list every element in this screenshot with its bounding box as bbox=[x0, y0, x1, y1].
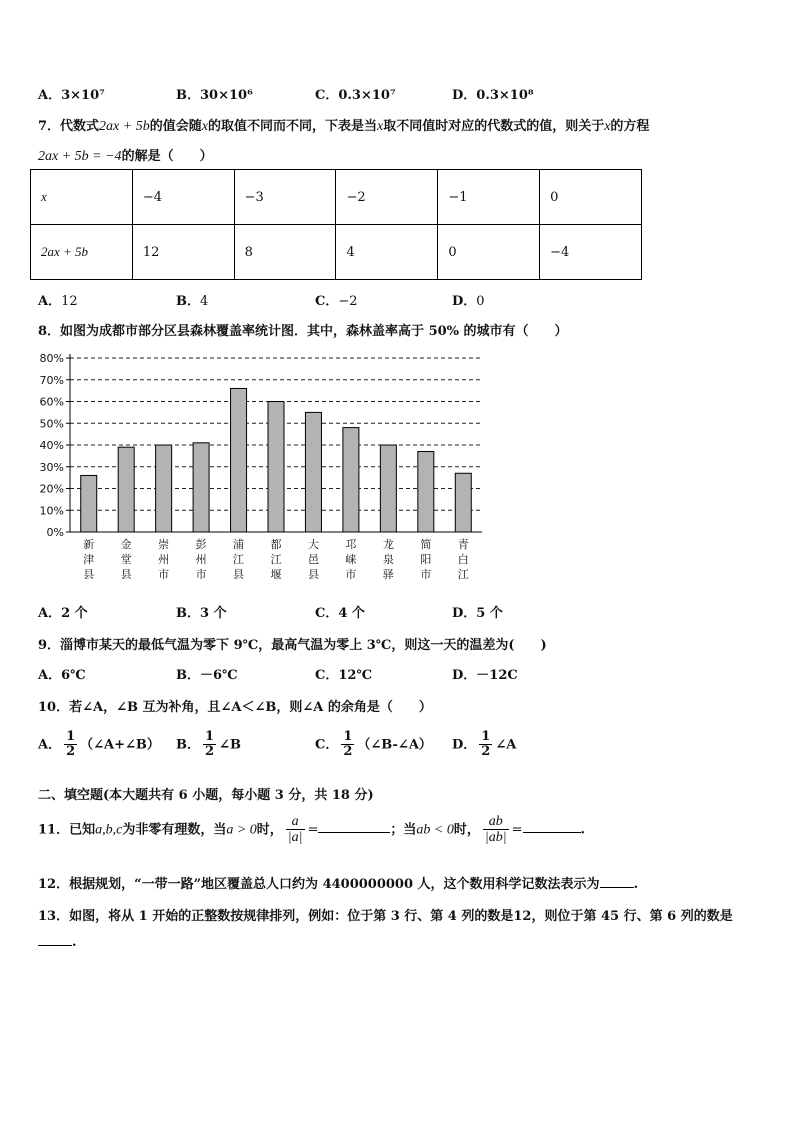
q13-question: 13．如图，将从 1 开始的正整数按规律排列，例如：位于第 3 行、第 4 列的数是12，则位于第 45 行、第 6 列的数是 bbox=[38, 909, 733, 924]
fraction-half: $\frac{1}{2}$ bbox=[343, 729, 353, 760]
q8-option-a: A．2 个 bbox=[38, 606, 88, 621]
bar bbox=[81, 475, 97, 532]
q6-option-b: B．30×10⁶ bbox=[176, 88, 253, 103]
table-cell: −4 bbox=[540, 225, 642, 280]
q7-option-c: C．−2 bbox=[315, 294, 358, 309]
q7-value-table bbox=[30, 169, 642, 280]
table-cell: 8 bbox=[234, 225, 336, 280]
section-heading: 二、填空题(本大题共有 6 小题，每小题 3 分，共 18 分) bbox=[38, 788, 374, 803]
bar bbox=[156, 445, 172, 532]
q7-option-d: D．0 bbox=[452, 294, 485, 309]
y-tick-label: 60% bbox=[39, 395, 64, 409]
table-row bbox=[31, 225, 642, 280]
y-tick-label: 30% bbox=[39, 460, 64, 474]
bar bbox=[118, 447, 134, 532]
table-cell: 2ax + 5b bbox=[31, 225, 133, 280]
q10-option-a: A． $\frac{1}{2}$ （∠A+∠B） bbox=[38, 729, 160, 760]
y-tick-label: 40% bbox=[39, 439, 64, 452]
q9-option-c: C．12℃ bbox=[315, 668, 373, 683]
q13-answer-line: . bbox=[38, 935, 77, 950]
bar bbox=[305, 412, 321, 532]
answer-blank[interactable] bbox=[600, 887, 634, 888]
table-cell: 0 bbox=[438, 225, 540, 280]
q8-option-d: D．5 个 bbox=[452, 606, 503, 621]
bar bbox=[380, 445, 396, 532]
q8-option-b: B．3 个 bbox=[176, 606, 227, 621]
fraction-a-over-abs-a: $\frac{a}{|a|}$ bbox=[287, 814, 303, 846]
fraction-ab-over-abs-ab: $\frac{ab}{|ab|}$ bbox=[484, 814, 507, 846]
table-cell: x bbox=[31, 170, 133, 225]
x-tick-label: 简阳市 bbox=[420, 538, 432, 581]
q9-option-b: B．－6℃ bbox=[176, 668, 238, 683]
q6-option-d: D．0.3×10⁸ bbox=[452, 88, 534, 103]
q12-question: 12．根据规划，“一带一路”地区覆盖总人口约为 4400000000 人，这个数用科学记数法表示为 . bbox=[38, 877, 639, 892]
forest-coverage-chart bbox=[30, 346, 490, 592]
q7-option-a: A．12 bbox=[38, 294, 78, 309]
answer-blank[interactable] bbox=[38, 945, 72, 946]
q6-option-a: A．3×10⁷ bbox=[38, 88, 105, 103]
x-tick-label: 浦江县 bbox=[233, 538, 245, 581]
table-cell: −4 bbox=[132, 170, 234, 225]
x-tick-label: 大邑县 bbox=[307, 538, 319, 581]
q8-option-c: C．4 个 bbox=[315, 606, 365, 621]
table-cell: −3 bbox=[234, 170, 336, 225]
fraction-half: $\frac{1}{2}$ bbox=[481, 729, 491, 760]
x-tick-label: 彭州市 bbox=[195, 538, 207, 581]
q11-question: 11．已知a,b,c为非零有理数，当a > 0时， $\frac{a}{|a|}$ = ；当ab < 0时， $\frac{ab}{|ab|}$ = . bbox=[38, 814, 586, 846]
y-tick-label: 70% bbox=[39, 373, 64, 387]
q6-option-c: C．0.3×10⁷ bbox=[315, 88, 396, 103]
bar bbox=[343, 428, 359, 532]
table-cell: −2 bbox=[336, 170, 438, 225]
y-tick-label: 50% bbox=[39, 417, 64, 431]
x-tick-label: 邛崃市 bbox=[345, 538, 357, 581]
table-cell: 12 bbox=[132, 225, 234, 280]
q9-option-a: A．6℃ bbox=[38, 668, 86, 683]
y-tick-label: 0% bbox=[46, 526, 64, 539]
q10-question: 10．若∠A，∠B 互为补角，且∠A＜∠B，则∠A 的余角是（ ） bbox=[38, 700, 432, 715]
y-tick-label: 10% bbox=[39, 504, 64, 518]
x-tick-label: 龙泉驿 bbox=[382, 538, 394, 581]
table-row bbox=[31, 170, 642, 225]
x-tick-label: 青白江 bbox=[457, 538, 469, 581]
q10-option-b: B． $\frac{1}{2}$ ∠B bbox=[176, 729, 241, 760]
q10-option-d: D． $\frac{1}{2}$ ∠A bbox=[452, 729, 517, 760]
bar bbox=[455, 473, 471, 532]
q7-question: 7．代数式2ax + 5b的值会随x的取值不同而不同，下表是当x取不同值时对应的代数式的值，则关于x的方程 bbox=[38, 119, 650, 134]
fraction-half: $\frac{1}{2}$ bbox=[66, 729, 76, 760]
answer-blank[interactable] bbox=[318, 832, 390, 833]
table-cell: −1 bbox=[438, 170, 540, 225]
x-tick-label: 新津县 bbox=[83, 538, 95, 581]
q9-option-d: D．－12C bbox=[452, 668, 518, 683]
answer-blank[interactable] bbox=[523, 832, 581, 833]
x-tick-label: 金堂县 bbox=[120, 538, 132, 581]
fraction-half: $\frac{1}{2}$ bbox=[205, 729, 215, 760]
table-cell: 4 bbox=[336, 225, 438, 280]
bar bbox=[193, 443, 209, 532]
q7-option-b: B．4 bbox=[176, 294, 209, 309]
q9-question: 9．淄博市某天的最低气温为零下 9℃，最高气温为零上 3℃，则这一天的温差为( ) bbox=[38, 638, 547, 653]
bar bbox=[418, 452, 434, 532]
bar bbox=[231, 388, 247, 532]
x-tick-label: 崇州市 bbox=[158, 538, 170, 581]
y-tick-label: 20% bbox=[39, 482, 64, 496]
y-tick-label: 80% bbox=[39, 352, 64, 365]
q7-question-line2: 2ax + 5b = −4的解是（ ） bbox=[38, 149, 213, 164]
q8-question: 8．如图为成都市部分区县森林覆盖率统计图．其中，森林盖率高于 50% 的城市有（ ） bbox=[38, 324, 568, 339]
x-tick-label: 都江堰 bbox=[270, 538, 282, 581]
q10-option-c: C． $\frac{1}{2}$ （∠B-∠A） bbox=[315, 729, 432, 760]
bar bbox=[268, 402, 284, 533]
table-cell: 0 bbox=[540, 170, 642, 225]
